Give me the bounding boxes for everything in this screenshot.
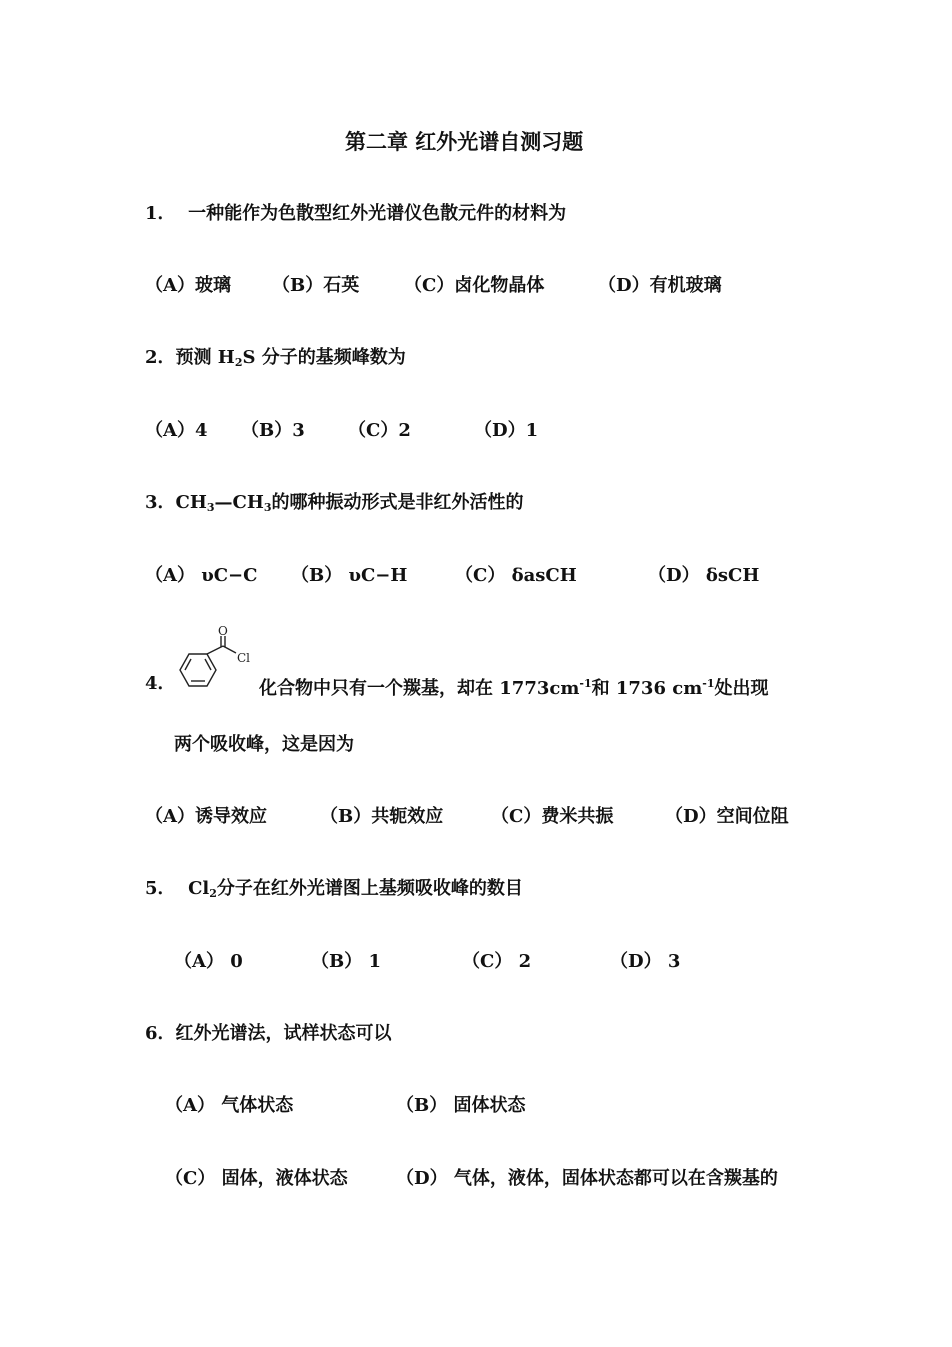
question-text: 和 1736 cm xyxy=(591,678,703,699)
option-5b: （B） 1 xyxy=(311,951,382,972)
question-text: 的哪种振动形式是非红外活性的 xyxy=(271,492,524,513)
question-text: 红外光谱法，试样状态可以 xyxy=(175,1023,392,1044)
option-3d: （D） δsCH xyxy=(648,565,760,586)
question-number: 6． xyxy=(145,1023,176,1044)
question-4 xyxy=(259,673,768,700)
question-text-post: S 分子的基频峰数为 xyxy=(242,347,406,368)
atom-o: O xyxy=(218,624,228,638)
question-number: 2． xyxy=(145,347,176,368)
option-6d: （D） 气体，液体，固体状态都可以在含羰基的 xyxy=(396,1168,778,1189)
formula-sub: 3 xyxy=(206,501,215,514)
option-4d: （D）空间位阻 xyxy=(665,806,789,827)
option-5a: （A） 0 xyxy=(174,951,243,972)
question-text-pre: Cl xyxy=(188,878,210,899)
benzoyl-chloride-structure xyxy=(170,620,260,700)
formula-part: —CH xyxy=(214,492,264,513)
question-text-sub: 2 xyxy=(234,356,243,369)
question-2 xyxy=(145,347,406,374)
molecule-bonds xyxy=(180,636,236,686)
question-text: 处出现 xyxy=(714,678,769,699)
unit-sup: -1 xyxy=(579,677,592,690)
atom-cl: Cl xyxy=(237,651,251,665)
question-text-sub: 2 xyxy=(209,887,217,900)
question-text: 一种能作为色散型红外光谱仪色散元件的材料为 xyxy=(188,203,567,224)
option-6c: （C） 固体，液体状态 xyxy=(165,1168,348,1189)
question-text: 化合物中只有一个羰基，却在 1773cm xyxy=(259,678,580,699)
option-5c: （C） 2 xyxy=(462,951,532,972)
question-4-number: 4． xyxy=(145,673,176,694)
question-number: 3． xyxy=(145,492,176,513)
formula-sub: 3 xyxy=(263,501,272,514)
option-1d: （D）有机玻璃 xyxy=(598,275,722,296)
formula-part: CH xyxy=(175,492,207,513)
option-6a: （A） 气体状态 xyxy=(165,1095,294,1116)
question-number: 1． xyxy=(145,203,176,224)
option-3c: （C） δasCH xyxy=(455,565,577,586)
page-title: 第二章 红外光谱自测习题 xyxy=(345,129,584,154)
option-4b: （B）共轭效应 xyxy=(320,806,444,827)
question-6 xyxy=(145,1023,392,1045)
option-2b: （B）3 xyxy=(241,420,305,441)
option-4c: （C）费米共振 xyxy=(491,806,614,827)
option-5d: （D） 3 xyxy=(610,951,681,972)
option-1b: （B）石英 xyxy=(272,275,360,296)
question-5 xyxy=(145,878,523,905)
option-6b: （B） 固体状态 xyxy=(396,1095,526,1116)
question-3 xyxy=(145,492,524,519)
unit-sup: -1 xyxy=(702,677,715,690)
question-1 xyxy=(145,203,566,225)
option-2c: （C）2 xyxy=(348,420,411,441)
option-3a: （A） υC−C xyxy=(145,565,258,586)
option-2a: （A）4 xyxy=(145,420,208,441)
option-2d: （D）1 xyxy=(474,420,539,441)
option-3b: （B） υC−H xyxy=(291,565,408,586)
question-number: 5． xyxy=(145,878,176,899)
question-text-pre: 预测 H xyxy=(175,347,235,368)
option-1c: （C）卤化物晶体 xyxy=(404,275,545,296)
option-4a: （A）诱导效应 xyxy=(145,806,267,827)
option-1a: （A）玻璃 xyxy=(145,275,231,296)
question-text-post: 分子在红外光谱图上基频吸收峰的数目 xyxy=(216,878,523,899)
question-4-line2: 两个吸收峰，这是因为 xyxy=(174,734,354,755)
